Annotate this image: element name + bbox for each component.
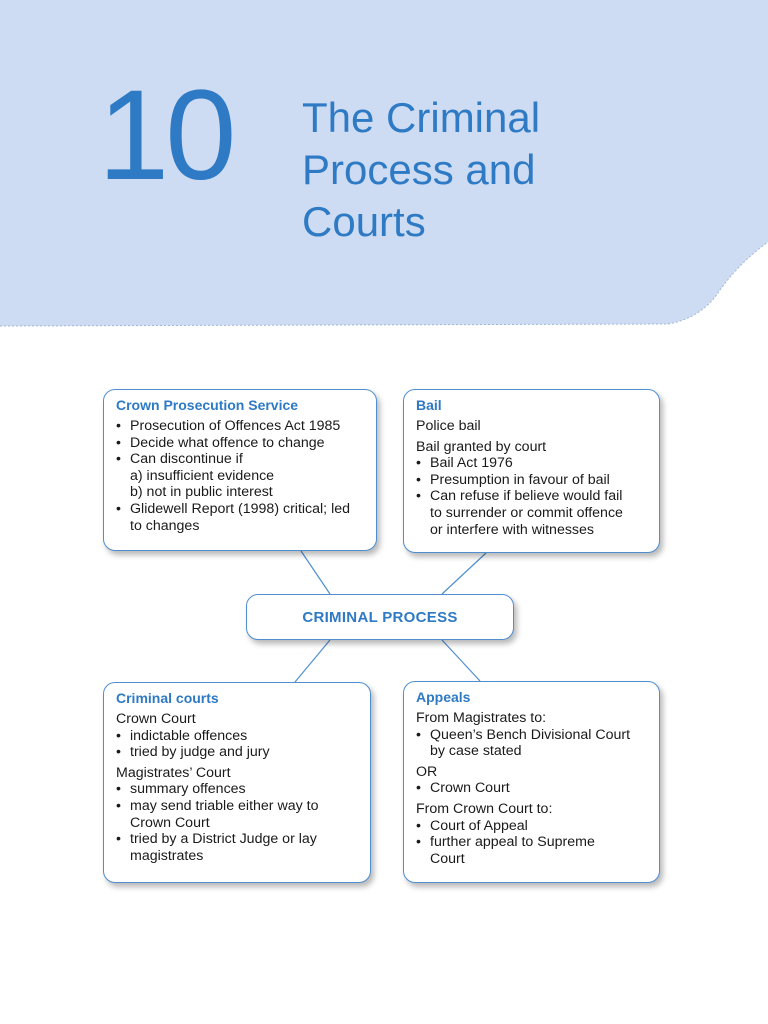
bail-heading: Bail [416,397,442,413]
list-item [116,501,366,534]
court-bail-text: Bail granted by court [416,438,547,455]
list-item: • tried by judge and jury [116,744,360,761]
crown-court-label: Crown Court [116,711,196,727]
criminal-process-node: CRIMINAL PROCESS [246,594,514,640]
list-item-line: Queen’s Bench Divisional Court [430,726,631,743]
list-item-line: to changes [130,517,200,534]
list-item [116,798,360,831]
chapter-title-line: Process and [302,146,536,193]
sub-item: b) not in public interest [130,484,273,501]
magistrates-court-label: Magistrates’ Court [116,764,231,781]
list-item: • Presumption in favour of bail [416,472,649,489]
list-item-line: or interfere with witnesses [430,521,595,538]
list-item [116,831,360,864]
chapter-title-line: The Criminal [302,94,541,141]
list-item: • Crown Court [416,780,649,797]
police-bail-text: Police bail [416,418,481,434]
list-item-line: Glidewell Report (1998) critical; led [130,500,350,517]
appeals-heading: Appeals [416,689,471,705]
courts-heading: Criminal courts [116,690,219,706]
list-item [416,834,649,867]
list-item-line: by case stated [430,743,522,760]
list-item-line: tried by a District Judge or lay [130,831,317,848]
list-item: • Bail Act 1976 [416,455,649,472]
list-item [416,488,649,538]
list-item: • summary offences [116,781,360,798]
list-item-line: further appeal to Supreme [430,834,595,851]
or-label: OR [416,763,438,780]
sub-item: a) insufficient evidence [130,467,275,484]
list-item-line: Court [430,850,465,867]
list-item: • Prosecution of Offences Act 1985 [116,418,366,435]
criminal-courts-box [103,682,371,883]
bail-box [403,389,660,553]
chapter-number: 10 [98,64,233,207]
list-item: • Decide what offence to change [116,435,366,452]
list-item: • Court of Appeal [416,818,649,835]
list-item [416,727,649,760]
list-item: • Can discontinue if [116,451,366,468]
crown-prosecution-service-box [103,389,377,551]
appeals-box [403,681,660,883]
list-item-line: magistrates [130,847,204,864]
list-item-line: to surrender or commit offence [430,504,623,521]
list-item-line: Crown Court [130,814,210,831]
list-item: • indictable offences [116,728,360,745]
from-magistrates-label: From Magistrates to: [416,710,547,726]
cps-heading: Crown Prosecution Service [116,397,299,413]
list-item-line: may send triable either way to [130,797,319,814]
chapter-title-line: Courts [302,198,426,245]
list-item-line: Can refuse if believe would fail [430,488,623,505]
from-crown-court-label: From Crown Court to: [416,800,553,817]
